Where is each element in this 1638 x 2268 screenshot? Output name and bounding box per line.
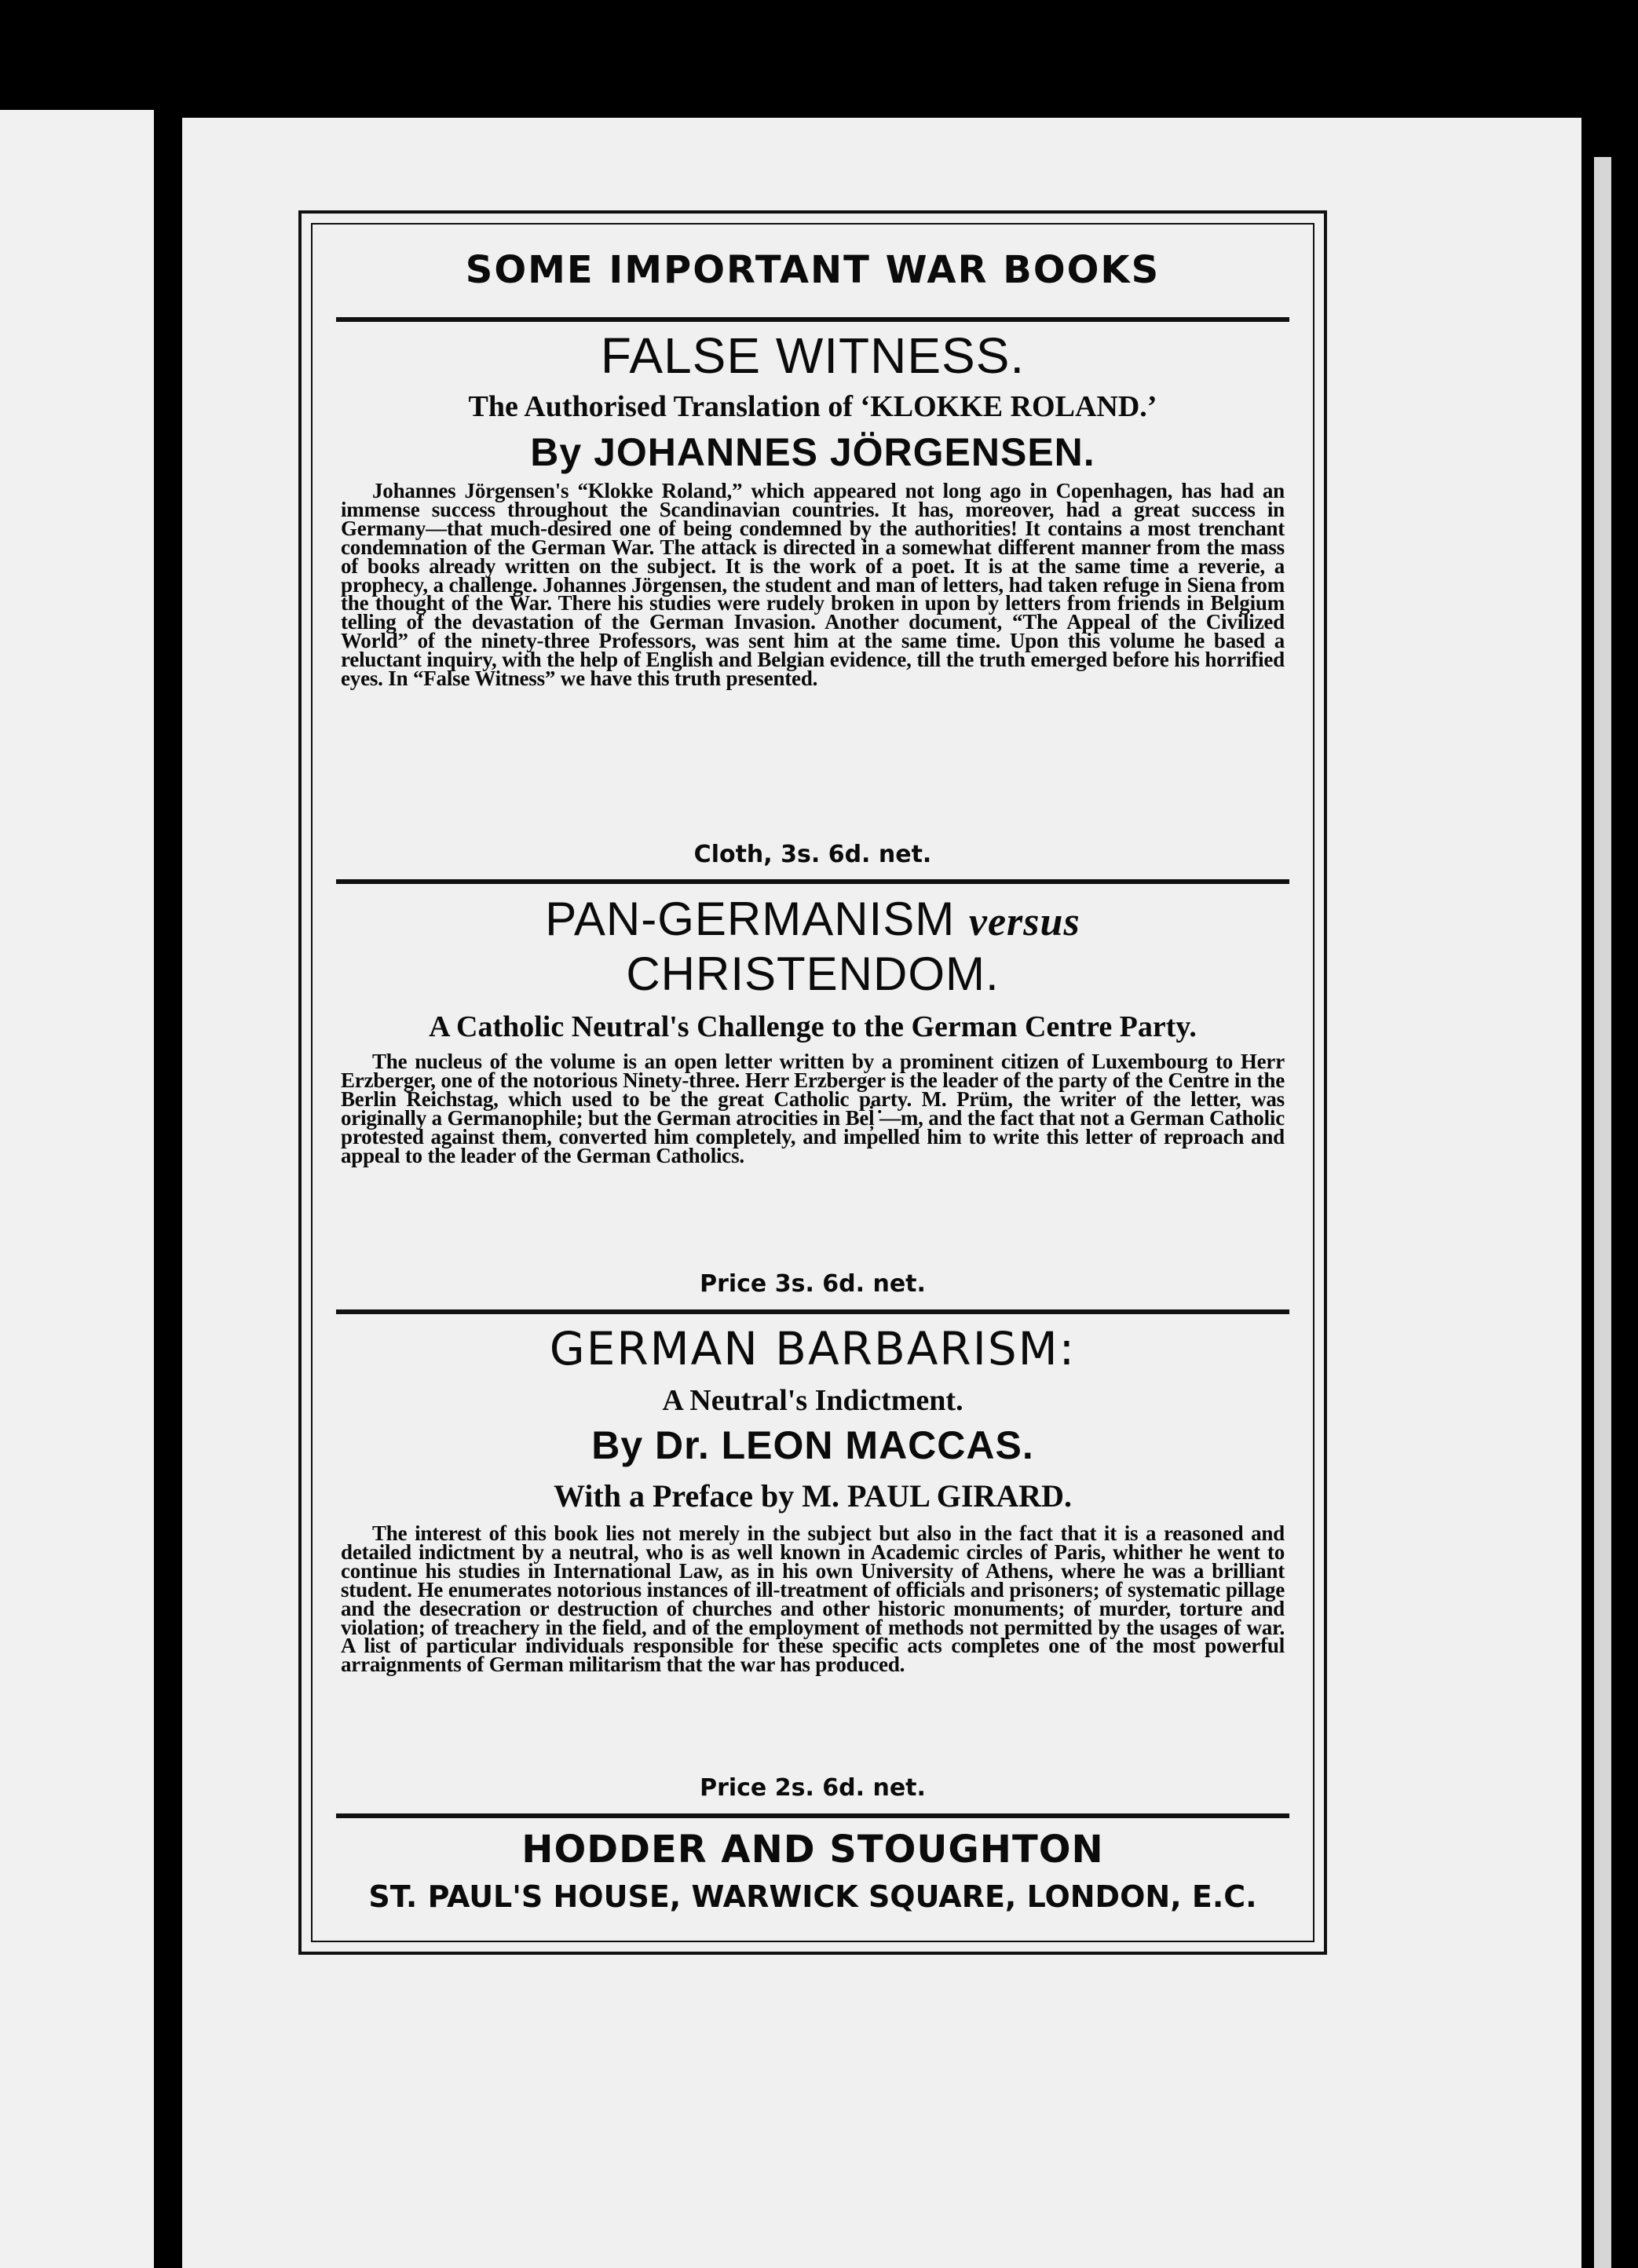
- divider: [336, 879, 1289, 884]
- book-subtitle: The Authorised Translation of ‘KLOKKE ROLAND.’: [468, 390, 1157, 423]
- right-page-edge: [1594, 157, 1611, 2268]
- book-title-part: CHRISTENDOM.: [626, 948, 1000, 1000]
- book-price: Price 3s. 6d. net.: [700, 1270, 926, 1298]
- book-description: The nucleus of the volume is an open letter written by a prominent citizen of Luxembourg to Herr Erzberger, one of the notorious Ninety-three. Herr Erzberger is the leader of the party of the Centre in the Berlin Reichstag, which used to be the great Catholic party. M. Prüm, the writer of the letter, was originally a Germanophile; but the German atrocities in Bel̦̇ ̇―m, and the fact that not a German Catholic protested against them, converted him completely, and impelled him to write this letter of reproach and appeal to the leader of the German Catholics.: [341, 1050, 1285, 1167]
- left-page-edge: [0, 110, 157, 2268]
- book-price: Price 2s. 6d. net.: [700, 1774, 926, 1802]
- book-title: FALSE WITNESS.: [600, 327, 1026, 384]
- book-price: Cloth, 3s. 6d. net.: [693, 841, 932, 868]
- advertisement-frame: [298, 210, 1327, 1955]
- book-subtitle: A Neutral's Indictment.: [662, 1384, 963, 1417]
- book-title-versus: versus: [968, 900, 1080, 944]
- divider: [336, 1309, 1289, 1314]
- book-subtitle: A Catholic Neutral's Challenge to the German Centre Party.: [429, 1010, 1197, 1043]
- book-description: The interest of this book lies not merely in the subject but also in the fact that it is a reasoned and detailed indictment by a neutral, who is as well known in Academic circles of Paris, whither he went to continue his studies in International Law, as in his own University of Athens, where he was a brilliant student. He enumerates notorious instances of ill-treatment of officials and prisoners; of systematic pillage and the desecration or destruction of churches and other historic monuments; of murder, torture and violation; of treachery in the field, and of the employment of methods not permitted by the usages of war. A list of particular individuals responsible for these specific acts completes one of the most powerful arraignments of German militarism that the war has produced.: [341, 1521, 1285, 1677]
- book-author: By JOHANNES JÖRGENSEN.: [530, 430, 1095, 474]
- book-title: [333, 892, 1292, 946]
- book-description: Johannes Jörgensen's “Klokke Roland,” which appeared not long ago in Copenhagen, has had an immense success throughout the Scandinavian countries. It has, moreover, had a great success in Germany—that much-desired one of being condemned by the authorities! It contains a most trenchant condemnation of the German War. The attack is directed in a somewhat different manner from the mass of books already written on the subject. It is the work of a poet. It is at the same time a reverie, a prophecy, a challenge. Johannes Jörgensen, the student and man of letters, had taken refuge in Siena from the thought of the War. There his studies were rudely broken in upon by letters from friends in Belgium telling of the devastation of the German Invasion. Another document, “The Appeal of the Civilized World” of the ninety-three Professors, was sent him at the same time. Upon this volume he based a reluctant inquiry, with the help of English and Belgian evidence, till the truth emerged before his horrified eyes. In “False Witness” we have this truth presented.: [341, 479, 1285, 691]
- divider: [336, 317, 1289, 322]
- book-preface: With a Preface by M. PAUL GIRARD.: [554, 1478, 1072, 1514]
- book-title-part: PAN-GERMANISM: [545, 893, 956, 945]
- divider: [336, 1813, 1289, 1818]
- header-title: SOME IMPORTANT WAR BOOKS: [465, 248, 1161, 292]
- publisher-name: HODDER AND STOUGHTON: [521, 1828, 1104, 1872]
- book-title: GERMAN BARBARISM:: [549, 1322, 1077, 1375]
- publisher-address: ST. PAUL'S HOUSE, WARWICK SQUARE, LONDON, E.C.: [368, 1879, 1257, 1914]
- page-gutter: [154, 110, 174, 2268]
- book-author: By Dr. LEON MACCAS.: [591, 1423, 1034, 1467]
